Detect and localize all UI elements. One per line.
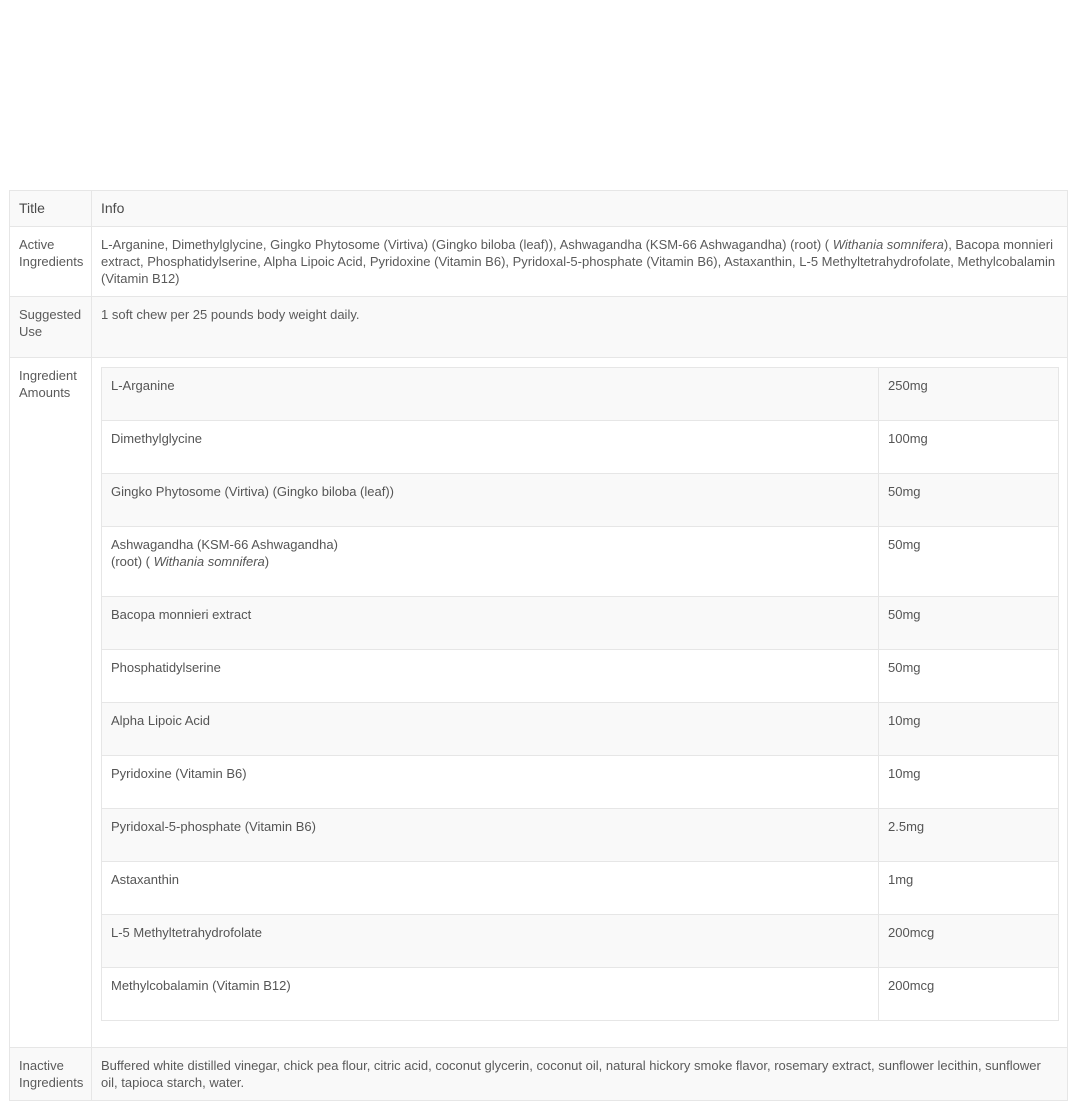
header-info: Info	[92, 191, 1068, 227]
ingredient-amount: 2.5mg	[879, 809, 1059, 862]
header-title: Title	[10, 191, 92, 227]
active-ingredients-label: Active Ingredients	[10, 227, 92, 297]
ingredient-row	[102, 421, 1059, 474]
ingredient-name: L-Arganine	[102, 368, 879, 421]
ingredient-row	[102, 862, 1059, 915]
ingredient-row	[102, 597, 1059, 650]
inactive-ingredients-text: Buffered white distilled vinegar, chick pea flour, citric acid, coconut glycerin, coconut oil, natural hickory smoke flavor, rosemary extract, sunflower lecithin, sunflower oil, tapioca starch, water.	[92, 1048, 1068, 1101]
supplement-facts-table	[9, 190, 1068, 1101]
ingredient-amount: 10mg	[879, 756, 1059, 809]
ingredient-name: Astaxanthin	[102, 862, 879, 915]
header-row	[10, 191, 1068, 227]
active-ingredients-botanical: Withania somnifera	[832, 237, 944, 252]
ingredient-row	[102, 368, 1059, 421]
ingredient-name: Alpha Lipoic Acid	[102, 703, 879, 756]
ingredient-amounts-table	[101, 367, 1059, 1021]
ingredient-amounts-label: Ingredient Amounts	[10, 358, 92, 1048]
ingredient-amounts-cell	[92, 358, 1068, 1048]
ingredient-amount: 1mg	[879, 862, 1059, 915]
ingredient-name: Dimethylglycine	[102, 421, 879, 474]
ingredient-amount: 200mcg	[879, 968, 1059, 1021]
active-ingredients-text-before: L-Arganine, Dimethylglycine, Gingko Phytosome (Virtiva) (Gingko biloba (leaf)), Ashwagandha (KSM-66 Ashwagandha) (root) (	[101, 237, 833, 252]
ingredient-name: L-5 Methyltetrahydrofolate	[102, 915, 879, 968]
ingredient-row	[102, 915, 1059, 968]
ingredient-row	[102, 527, 1059, 597]
ingredient-amount: 50mg	[879, 527, 1059, 597]
ingredient-name	[102, 527, 879, 597]
ingredient-amount: 10mg	[879, 703, 1059, 756]
ingredient-name-line2-before: (root) (	[111, 554, 154, 569]
inactive-ingredients-row	[10, 1048, 1068, 1101]
active-ingredients-text-after: ), Bacopa monnieri extract, Phosphatidylserine, Alpha Lipoic Acid, Pyridoxine (Vitamin B6), Pyridoxal-5-phosphate (Vitamin B6), Astaxanthin, L-5 Methyltetrahydrofolate, Methylcobalamin (Vitamin B12)	[101, 237, 1056, 286]
ingredient-amount: 200mcg	[879, 915, 1059, 968]
ingredient-row	[102, 650, 1059, 703]
ingredient-name: Pyridoxine (Vitamin B6)	[102, 756, 879, 809]
active-ingredients-row	[10, 227, 1068, 297]
inactive-ingredients-label: Inactive Ingredients	[10, 1048, 92, 1101]
ingredient-name-line1: Ashwagandha (KSM-66 Ashwagandha)	[111, 537, 338, 552]
active-ingredients-text	[92, 227, 1068, 297]
ingredient-amount: 50mg	[879, 650, 1059, 703]
ingredient-amount: 250mg	[879, 368, 1059, 421]
ingredient-row	[102, 703, 1059, 756]
ingredient-amount: 50mg	[879, 474, 1059, 527]
ingredient-name: Bacopa monnieri extract	[102, 597, 879, 650]
suggested-use-label: Suggested Use	[10, 297, 92, 358]
ingredient-row	[102, 756, 1059, 809]
ingredient-row	[102, 474, 1059, 527]
ingredient-name: Methylcobalamin (Vitamin B12)	[102, 968, 879, 1021]
suggested-use-row	[10, 297, 1068, 358]
suggested-use-text: 1 soft chew per 25 pounds body weight daily.	[92, 297, 1068, 358]
ingredient-amount: 50mg	[879, 597, 1059, 650]
ingredient-name: Pyridoxal-5-phosphate (Vitamin B6)	[102, 809, 879, 862]
ingredient-amounts-row	[10, 358, 1068, 1048]
ingredient-row	[102, 809, 1059, 862]
ingredient-name: Gingko Phytosome (Virtiva) (Gingko biloba (leaf))	[102, 474, 879, 527]
ingredient-name-line2-after: )	[264, 554, 270, 569]
ingredient-amount: 100mg	[879, 421, 1059, 474]
ingredient-name: Phosphatidylserine	[102, 650, 879, 703]
ingredient-botanical: Withania somnifera	[153, 554, 265, 569]
ingredient-row	[102, 968, 1059, 1021]
